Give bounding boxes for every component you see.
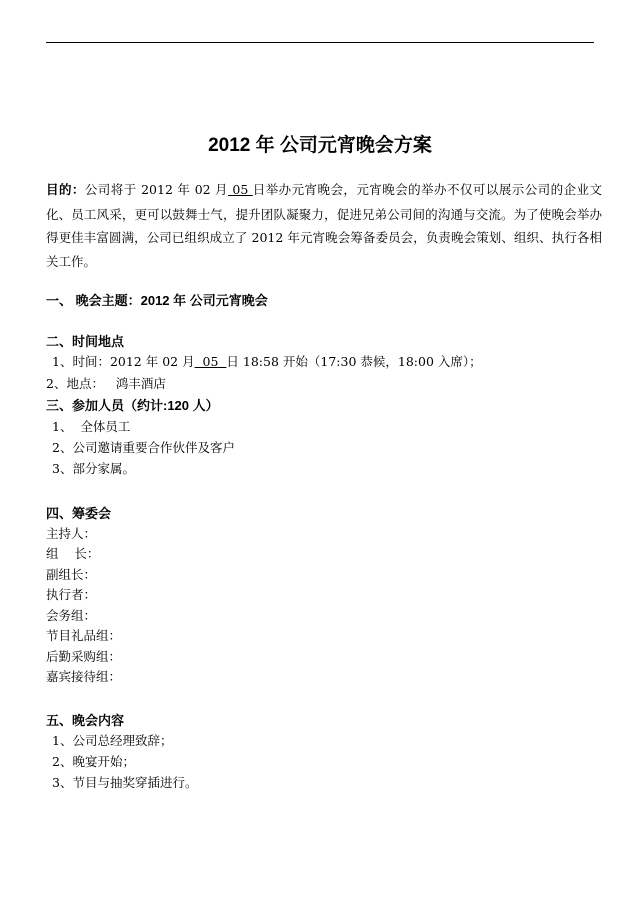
- time-text-a: 1、时间：2012 年 02 月: [52, 354, 195, 369]
- section-theme: 一、 晚会主题：2012 年 公司元宵晚会: [46, 293, 268, 308]
- time-line: [52, 352, 482, 370]
- section-committee-heading: 四、筹委会: [46, 506, 112, 521]
- attendee-item: 2、公司邀请重要合作伙伴及客户: [52, 440, 235, 455]
- purpose-paragraph: [46, 178, 602, 273]
- time-day: 05: [194, 354, 227, 369]
- program-item: 3、节目与抽奖穿插进行。: [52, 775, 198, 790]
- committee-role: 后勤采购组：: [46, 649, 122, 664]
- place-line: 2、地点： 鸿丰酒店: [46, 376, 166, 391]
- committee-role: 节目礼品组：: [46, 628, 122, 643]
- section-program-heading: 五、晚会内容: [46, 713, 125, 728]
- time-text-b: 日 18:58 开始（17:30 恭候，18:00 入席）；: [226, 354, 482, 369]
- committee-role: 执行者：: [46, 587, 97, 602]
- purpose-text-a: 公司将于 2012 年 02 月: [84, 182, 228, 197]
- committee-role: 嘉宾接待组：: [46, 669, 122, 684]
- attendee-item: 1、 全体员工: [52, 419, 131, 434]
- program-item: 1、公司总经理致辞；: [52, 733, 173, 748]
- header-rule: [46, 42, 594, 43]
- program-item: 2、晚宴开始；: [52, 754, 135, 769]
- committee-role: 主持人：: [46, 526, 97, 541]
- purpose-text-b: 日举办元宵晚会，元宵晚会的举办不仅可以展示公司的企业文化、员工风采，更可以鼓舞士气，提升团队凝聚力，促进兄弟公司间的沟通与交流。为了使晚会举办得更佳丰富圆满，公司已组织成立了 2012 年元宵晚会筹备委员会，负责晚会策划、组织、执行各相关工作。: [46, 182, 602, 269]
- purpose-date-day: 05: [227, 182, 253, 197]
- committee-role: 组 长：: [46, 546, 100, 561]
- attendee-item: 3、部分家属。: [52, 461, 135, 476]
- section-time-place-heading: 二、时间地点: [46, 334, 125, 349]
- document-title: 2012 年 公司元宵晚会方案: [208, 135, 432, 156]
- purpose-label: 目的：: [46, 183, 85, 197]
- section-attendees-heading: 三、参加人员（约计:120 人）: [46, 398, 219, 413]
- committee-role: 副组长：: [46, 567, 97, 582]
- committee-role: 会务组：: [46, 608, 97, 623]
